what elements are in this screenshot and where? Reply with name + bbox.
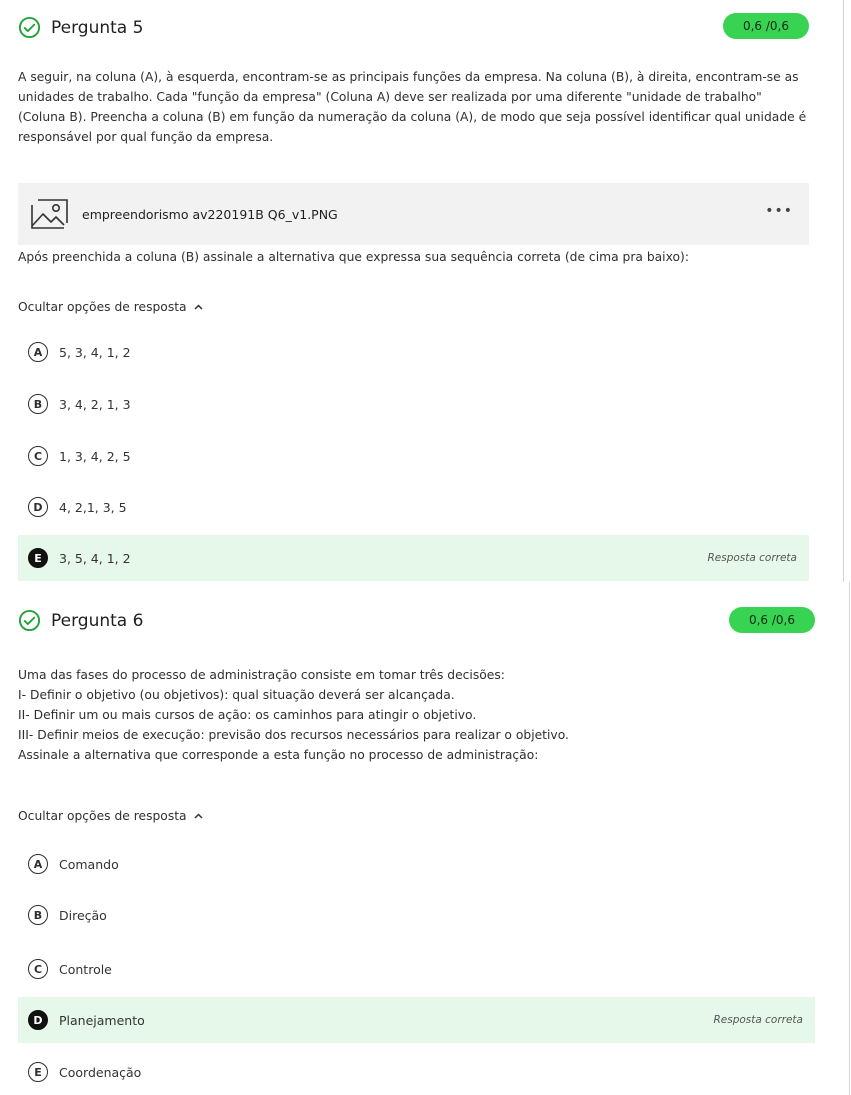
toggle-label: Ocultar opções de resposta — [18, 300, 187, 314]
chevron-up-icon — [194, 304, 203, 310]
option-b[interactable] — [18, 892, 815, 938]
option-text: 3, 4, 2, 1, 3 — [59, 396, 131, 412]
option-letter: D — [28, 497, 48, 517]
check-circle-icon — [18, 16, 41, 39]
option-e-correct[interactable] — [18, 535, 809, 581]
toggle-answer-options[interactable] — [18, 809, 203, 823]
option-letter: D — [28, 1010, 48, 1030]
toggle-answer-options[interactable] — [18, 300, 203, 314]
instruction-text: Após preenchida a coluna (B) assinale a alternativa que expressa sua sequência correta (de cima pra baixo): — [18, 250, 689, 264]
option-text: Direção — [59, 907, 107, 923]
question-6 — [0, 595, 849, 1095]
attachment-filename: empreendorismo av220191B Q6_v1.PNG — [82, 206, 338, 222]
chevron-up-icon — [194, 813, 203, 819]
option-letter: A — [28, 342, 48, 362]
correct-answer-label: Resposta correta — [713, 1014, 803, 1026]
content-divider — [843, 0, 844, 582]
option-text: 1, 3, 4, 2, 5 — [59, 448, 131, 464]
question-title: Pergunta 5 — [51, 17, 144, 38]
option-letter: E — [28, 548, 48, 568]
option-a[interactable] — [18, 841, 815, 887]
attachment-card[interactable] — [18, 183, 809, 245]
option-b[interactable] — [18, 381, 809, 427]
question-statement: Uma das fases do processo de administração consiste em tomar três decisões: I- Definir o objetivo (ou objetivos): qual situação deverá ser alcançada. II- Definir um ou mais cursos de ação: os caminhos para atingir o objetivo. III- Definir meios de execução: previsão dos recursos necessários para realizar o objetivo. Assinale a alternativa que corresponde a esta função no processo de administração: — [18, 668, 569, 762]
option-text: Coordenação — [59, 1064, 142, 1080]
option-letter: B — [28, 394, 48, 414]
toggle-label: Ocultar opções de resposta — [18, 809, 187, 823]
score-badge: 0,6 /0,6 — [723, 13, 809, 39]
question-header — [18, 16, 143, 39]
option-letter: C — [28, 959, 48, 979]
option-d-correct[interactable] — [18, 997, 815, 1043]
question-title: Pergunta 6 — [51, 610, 144, 631]
option-letter: E — [28, 1062, 48, 1082]
option-e[interactable] — [18, 1049, 815, 1095]
option-text: 4, 2,1, 3, 5 — [59, 499, 127, 515]
option-text: 3, 5, 4, 1, 2 — [59, 550, 131, 566]
score-badge: 0,6 /0,6 — [729, 607, 815, 633]
option-letter: B — [28, 905, 48, 925]
question-header — [18, 609, 143, 632]
question-statement: A seguir, na coluna (A), à esquerda, encontram-se as principais funções da empresa. Na coluna (B), à direita, encontram-se as unidades de trabalho. Cada "função da empresa" (Coluna A) deve ser realizada por uma diferente "unidade de trabalho" (Coluna B). Preencha a coluna (B) em função da numeração da coluna (A), de modo que seja possível identificar qual unidade é responsável por qual função da empresa. — [18, 70, 807, 144]
option-c[interactable] — [18, 946, 815, 992]
option-letter: A — [28, 854, 48, 874]
option-text: Comando — [59, 856, 119, 872]
check-circle-icon — [18, 609, 41, 632]
option-text: 5, 3, 4, 1, 2 — [59, 344, 131, 360]
option-letter: C — [28, 446, 48, 466]
option-d[interactable] — [18, 484, 809, 530]
correct-answer-label: Resposta correta — [707, 552, 797, 564]
more-options-icon[interactable]: ••• — [765, 203, 793, 219]
image-icon — [29, 197, 69, 231]
content-divider — [849, 582, 850, 1095]
option-text: Planejamento — [59, 1012, 145, 1028]
option-a[interactable] — [18, 329, 809, 375]
option-text: Controle — [59, 961, 112, 977]
option-c[interactable] — [18, 433, 809, 479]
